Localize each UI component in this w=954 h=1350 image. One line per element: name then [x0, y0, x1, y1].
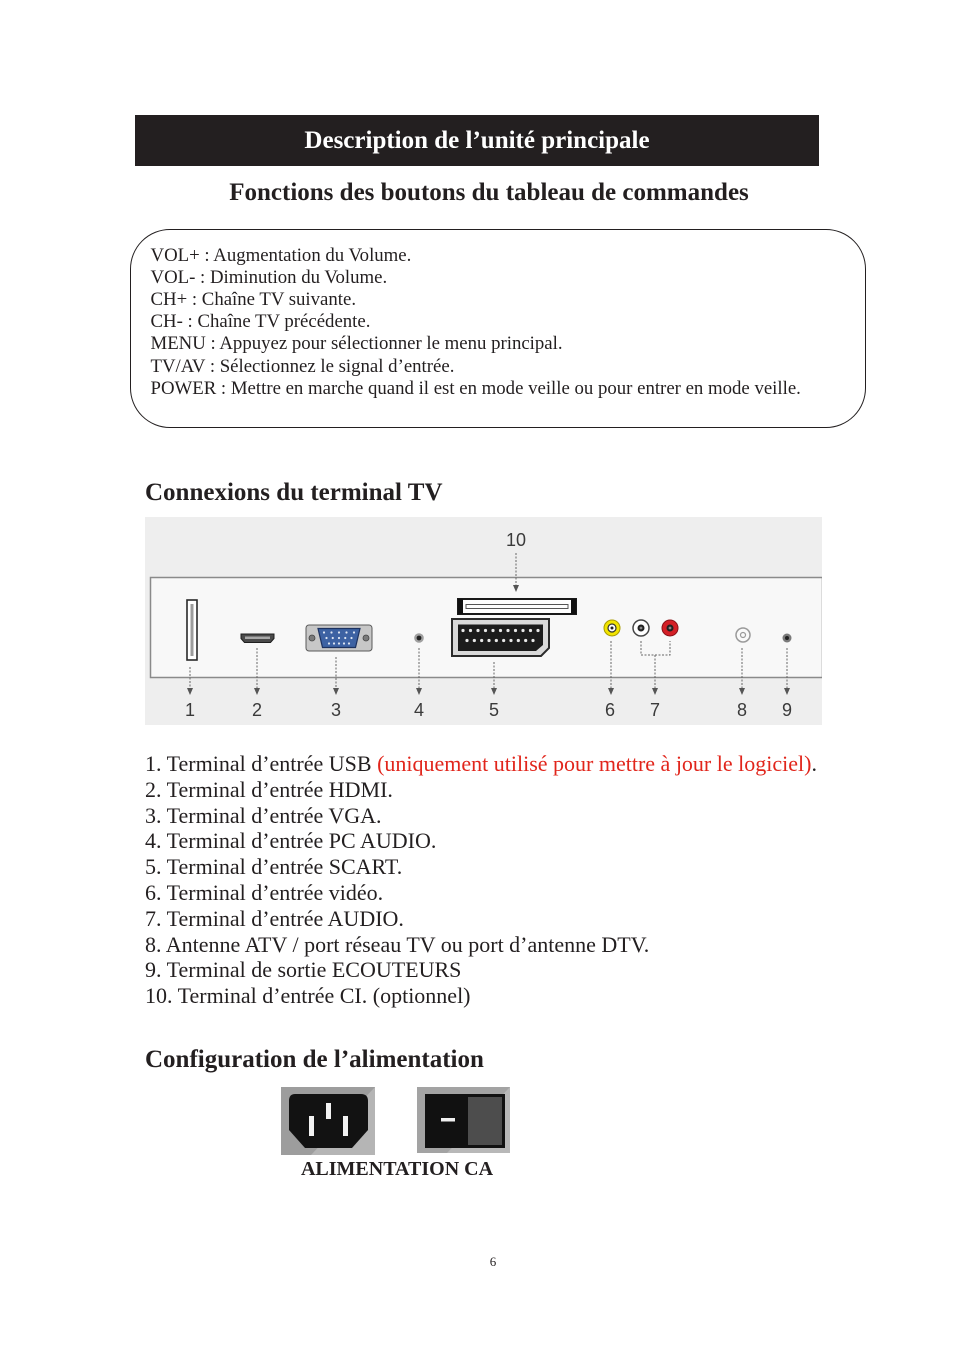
callout-7: 7 — [649, 700, 661, 720]
terminal-item-audio: 7. Terminal d’entrée AUDIO. — [145, 905, 404, 931]
page-title: Description de l’unité principale — [304, 126, 650, 154]
ac-inlet-pin-left — [309, 1116, 314, 1136]
scart-pin — [502, 639, 505, 642]
section-header-bar — [135, 115, 819, 166]
terminal-item-usb-end: . — [811, 751, 817, 776]
power-caption: ALIMENTATION CA — [300, 1158, 494, 1180]
scart-pin — [506, 629, 509, 632]
audio-left-jack — [633, 620, 649, 636]
callout-3: 3 — [330, 700, 342, 720]
vga-pin — [328, 642, 330, 644]
usb-note: (uniquement utilisé pour mettre à jour le logiciel) — [377, 751, 812, 776]
scart-pin — [473, 639, 476, 642]
scart-pin — [499, 629, 502, 632]
scart-pin — [521, 629, 524, 632]
scart-pin — [476, 629, 479, 632]
antenna-port — [736, 628, 750, 642]
scart-pin — [469, 629, 472, 632]
scart-pin — [484, 629, 487, 632]
ac-inlet-image — [281, 1087, 375, 1155]
button-function-power: POWER : Mettre en marche quand il est en mode veille ou pour entrer en mode veille. — [150, 377, 801, 399]
terminal-item-scart: 5. Terminal d’entrée SCART. — [145, 854, 403, 880]
terminal-diagram — [145, 517, 822, 725]
headphone-jack — [783, 634, 792, 643]
vga-pin — [325, 637, 327, 639]
terminal-item-pc-audio: 4. Terminal d’entrée PC AUDIO. — [145, 828, 437, 854]
callout-5: 5 — [488, 700, 500, 720]
scart-pin — [529, 629, 532, 632]
scart-port — [452, 619, 549, 656]
callout-4: 4 — [413, 700, 425, 720]
audio-right-jack — [662, 620, 678, 636]
video-jack-pin — [611, 627, 614, 630]
scart-pin — [465, 639, 468, 642]
scart-pin — [480, 639, 483, 642]
callout-9: 9 — [781, 700, 793, 720]
ci-slot-end-left — [458, 599, 463, 614]
vga-pin — [338, 642, 340, 644]
button-function-tv-av: TV/AV : Sélectionnez le signal d’entrée. — [150, 355, 455, 377]
vga-pin — [344, 637, 346, 639]
power-switch-rocker-off — [468, 1097, 502, 1145]
buttons-section-title: Fonctions des boutons du tableau de commandes — [229, 179, 749, 206]
callout-2: 2 — [251, 700, 263, 720]
scart-pin — [509, 639, 512, 642]
vga-pin — [345, 631, 347, 633]
terminal-item-usb — [145, 751, 905, 777]
vga-pin — [323, 631, 325, 633]
scart-pin — [491, 629, 494, 632]
power-switch-image — [417, 1087, 510, 1153]
scart-pin — [536, 629, 539, 632]
vga-pin — [333, 642, 335, 644]
vga-screw-left — [309, 635, 315, 641]
page-number: 6 — [489, 1254, 497, 1269]
terminal-item-antenna: 8. Antenne ATV / port réseau TV ou port d’antenne DTV. — [145, 931, 650, 957]
ci-slot-frame — [458, 599, 576, 614]
hdmi-port — [241, 634, 274, 643]
terminals-section-title: Connexions du terminal TV — [145, 479, 443, 506]
scart-pin — [495, 639, 498, 642]
button-function-vol-up: VOL+ : Augmentation du Volume. — [150, 244, 412, 266]
pc-audio-jack-hole — [417, 636, 422, 641]
headphone-jack-hole — [785, 636, 789, 640]
power-section-title: Configuration de l’alimentation — [145, 1046, 484, 1073]
button-function-vol-down: VOL- : Diminution du Volume. — [150, 266, 388, 288]
vga-pin — [332, 637, 334, 639]
hdmi-port-tongue — [245, 637, 270, 640]
button-function-ch-up: CH+ : Chaîne TV suivante. — [150, 288, 357, 310]
terminal-list — [145, 751, 905, 1009]
terminal-item-vga: 3. Terminal d’entrée VGA. — [145, 802, 382, 828]
ac-inlet-socket — [289, 1094, 368, 1148]
button-function-ch-down: CH- : Chaîne TV précédente. — [150, 311, 371, 333]
scart-pin — [514, 629, 517, 632]
terminal-item-headphone: 9. Terminal de sortie ECOUTEURS — [145, 957, 462, 983]
audio-right-jack-pin — [669, 627, 672, 630]
ac-inlet-pin-center — [326, 1103, 331, 1119]
button-functions-box — [130, 229, 866, 428]
terminal-item-usb-text: 1. Terminal d’entrée USB — [145, 751, 378, 776]
terminal-item-video: 6. Terminal d’entrée vidéo. — [145, 879, 384, 905]
vga-pin — [353, 631, 355, 633]
scart-pin — [487, 639, 490, 642]
scart-socket — [458, 625, 543, 652]
callout-10: 10 — [505, 530, 527, 550]
button-function-menu: MENU : Appuyez pour sélectionner le menu principal. — [150, 333, 563, 355]
scart-pin — [531, 639, 534, 642]
antenna-port-ring — [736, 628, 750, 642]
ac-inlet-pin-right — [343, 1116, 348, 1136]
scart-pin — [461, 629, 464, 632]
usb-port-slot — [191, 604, 194, 656]
vga-pin — [350, 637, 352, 639]
vga-pin — [343, 642, 345, 644]
pc-audio-jack — [414, 633, 424, 643]
terminal-item-ci: 10. Terminal d’entrée CI. (optionnel) — [145, 983, 471, 1009]
callout-8: 8 — [736, 700, 748, 720]
ci-slot-end-right — [571, 599, 576, 614]
callout-6: 6 — [604, 700, 616, 720]
terminal-item-hdmi: 2. Terminal d’entrée HDMI. — [145, 776, 393, 802]
vga-pin — [338, 637, 340, 639]
power-switch-minus-icon — [441, 1118, 455, 1122]
scart-pin — [524, 639, 527, 642]
scart-pin — [517, 639, 520, 642]
callout-1: 1 — [184, 700, 196, 720]
vga-port — [306, 625, 372, 651]
video-jack — [604, 620, 620, 636]
vga-pin — [330, 631, 332, 633]
ci-slot — [458, 599, 576, 614]
vga-screw-right — [363, 635, 369, 641]
vga-pin — [348, 642, 350, 644]
usb-port — [187, 600, 197, 660]
vga-pin — [338, 631, 340, 633]
audio-left-jack-pin — [640, 627, 643, 630]
